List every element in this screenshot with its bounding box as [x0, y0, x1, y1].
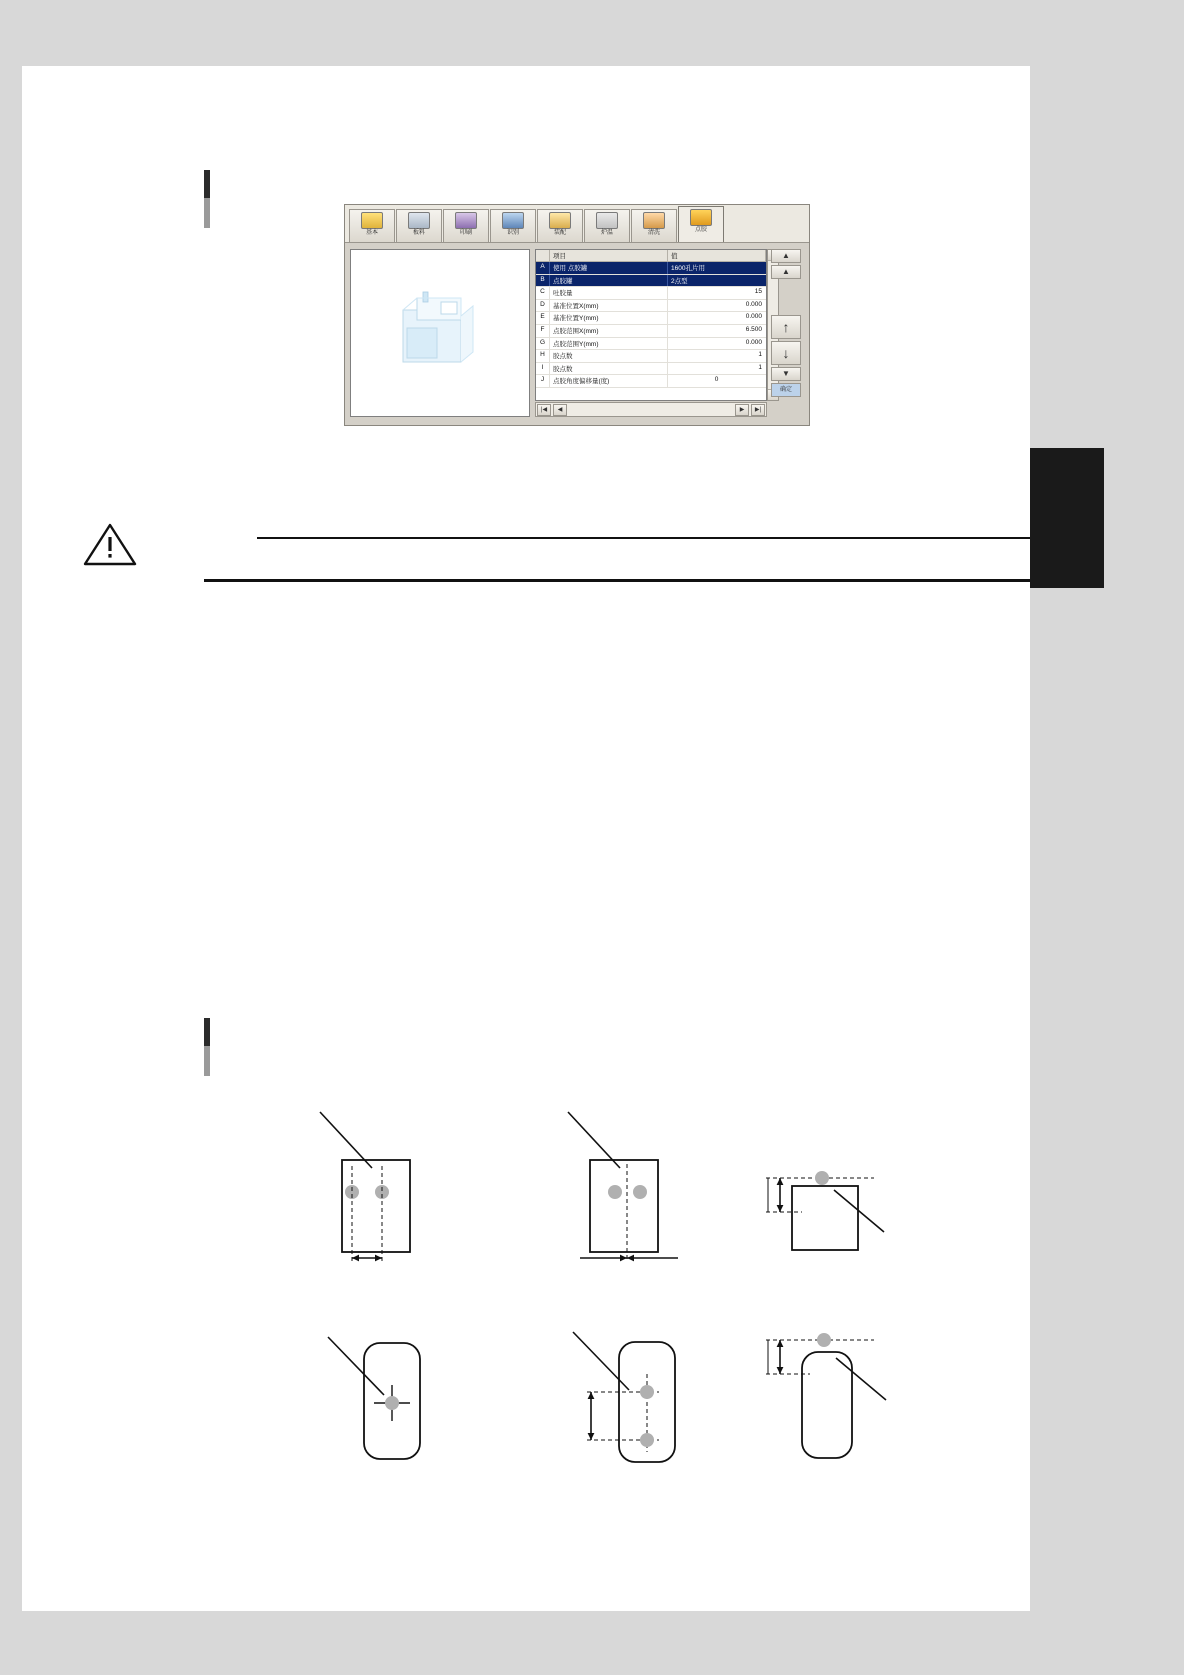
tab-label: 清洗 — [647, 230, 660, 236]
printing-icon — [455, 212, 477, 229]
tab-label: 识别 — [506, 230, 519, 236]
last-record-button[interactable]: ▶| — [751, 404, 765, 416]
table-row[interactable] — [536, 262, 766, 275]
tool-column — [771, 249, 805, 417]
step-up-button[interactable]: ▲ — [771, 265, 801, 279]
next-record-button[interactable]: ▶ — [735, 404, 749, 416]
tab-printing[interactable] — [443, 209, 489, 242]
fig-round-top-y — [762, 1318, 902, 1478]
row-item: 胶点数 — [550, 363, 668, 375]
row-key: B — [536, 275, 550, 287]
tab-bar — [345, 205, 809, 243]
row-item: 吐胶量 — [550, 287, 668, 299]
fig-round-offset-y — [567, 1324, 707, 1484]
row-key: D — [536, 300, 550, 312]
jump-top-button[interactable]: ▲ — [771, 249, 801, 263]
tab-glue[interactable] — [678, 206, 724, 242]
row-key: A — [536, 262, 550, 274]
tab-label: 炉温 — [600, 230, 613, 236]
tab-material[interactable] — [396, 209, 442, 242]
tab-label: 基本 — [365, 230, 378, 236]
camera-icon — [502, 212, 524, 229]
row-item: 胶点数 — [550, 350, 668, 362]
row-item: 基准位置X(mm) — [550, 300, 668, 312]
basic-icon — [361, 212, 383, 229]
row-item: 使用 点胶罐 — [550, 262, 668, 274]
row-item: 点胶范围X(mm) — [550, 325, 668, 337]
grid-header-value: 值 — [668, 250, 766, 261]
tab-basic[interactable] — [349, 209, 395, 242]
row-key: C — [536, 287, 550, 299]
section-marker-bottom — [204, 1018, 210, 1076]
table-row[interactable] — [536, 300, 766, 313]
row-value[interactable]: 0 — [714, 376, 719, 384]
grid-header-key — [536, 250, 550, 261]
tab-reflow[interactable] — [584, 209, 630, 242]
page-sheet — [22, 66, 1030, 1611]
row-item: 点胶角度偏移量(度) — [550, 375, 668, 387]
tab-label: 板料 — [412, 230, 425, 236]
apply-button[interactable]: 确定 — [771, 383, 801, 397]
step-down-button[interactable]: ▼ — [771, 367, 801, 381]
page-side-tab — [1030, 448, 1104, 588]
tab-recognize[interactable] — [490, 209, 536, 242]
grid-icon — [596, 212, 618, 229]
table-row[interactable] — [536, 363, 766, 376]
table-row[interactable] — [536, 275, 766, 288]
table-row[interactable] — [536, 312, 766, 325]
prev-record-button[interactable]: ◀ — [553, 404, 567, 416]
row-value[interactable]: 1 — [758, 363, 762, 371]
table-row[interactable] — [536, 350, 766, 363]
row-value[interactable]: 6.500 — [745, 325, 762, 333]
row-key: E — [536, 312, 550, 324]
tab-label: 装配 — [553, 230, 566, 236]
row-item: 点胶罐 — [550, 275, 668, 287]
row-item: 基准位置Y(mm) — [550, 312, 668, 324]
application-window — [344, 204, 810, 426]
cleanup-icon — [643, 212, 665, 229]
grid-header-row — [536, 250, 766, 262]
table-row[interactable] — [536, 287, 766, 300]
table-row[interactable] — [536, 338, 766, 351]
row-key: J — [536, 375, 550, 387]
row-value[interactable]: 1 — [758, 351, 762, 359]
warning-rule-bottom — [204, 579, 1072, 582]
row-key: F — [536, 325, 550, 337]
fig-rect-offset-y — [762, 1096, 892, 1256]
table-row[interactable] — [536, 375, 766, 388]
first-record-button[interactable]: |◀ — [537, 404, 551, 416]
move-down-button[interactable]: ↓ — [771, 341, 801, 365]
material-icon — [408, 212, 430, 229]
row-value[interactable]: 0.000 — [745, 338, 762, 346]
row-key: H — [536, 350, 550, 362]
tab-cleanup[interactable] — [631, 209, 677, 242]
table-row[interactable] — [536, 325, 766, 338]
mount-icon — [549, 212, 571, 229]
tab-label: 点胶 — [694, 227, 707, 233]
row-value[interactable]: 0.000 — [745, 300, 762, 308]
warning-block — [82, 521, 1012, 601]
warning-triangle-icon — [82, 521, 138, 567]
warning-rule-top — [257, 537, 1072, 539]
row-value[interactable]: 2点型 — [671, 277, 688, 285]
row-value[interactable]: 0.000 — [745, 313, 762, 321]
grid-header-item: 项目 — [550, 250, 668, 261]
fig-rect-offset-x — [312, 1106, 432, 1266]
row-key: G — [536, 338, 550, 350]
tool-gap — [771, 281, 805, 315]
fig-round-center — [322, 1331, 452, 1481]
parameter-grid[interactable] — [535, 249, 767, 401]
row-item: 点胶范围Y(mm) — [550, 338, 668, 350]
row-value[interactable]: 1600孔片用 — [671, 265, 705, 272]
section-marker-top — [204, 170, 210, 228]
row-value[interactable]: 15 — [754, 288, 762, 296]
glue-icon — [690, 209, 712, 226]
row-key: I — [536, 363, 550, 375]
machine-illustration — [393, 288, 489, 380]
tab-label: 印刷 — [459, 230, 472, 236]
move-up-button[interactable]: ↑ — [771, 315, 801, 339]
record-navigation-strip — [535, 402, 767, 417]
fig-rect-center-x — [560, 1106, 700, 1266]
tab-mount[interactable] — [537, 209, 583, 242]
machine-preview-pane[interactable] — [350, 249, 530, 417]
